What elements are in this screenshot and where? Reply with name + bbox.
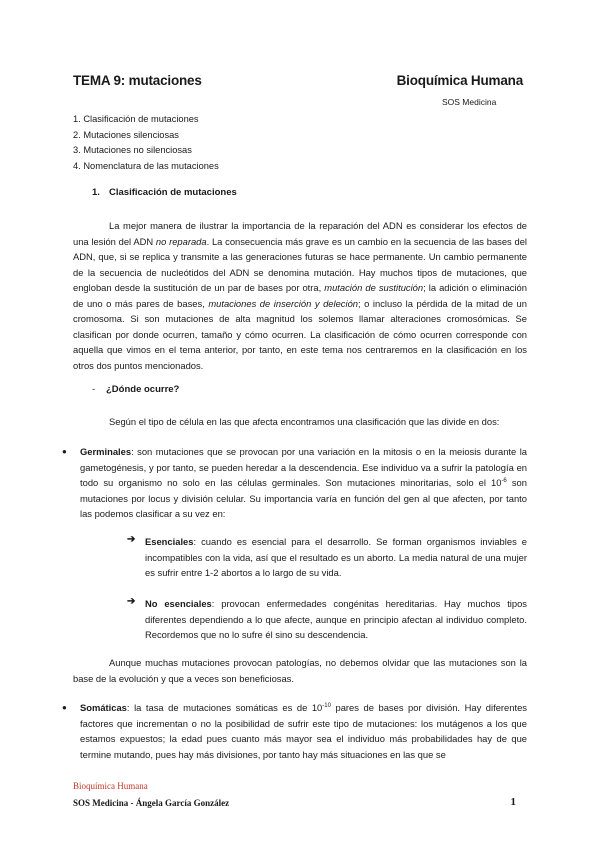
table-of-contents [73, 112, 219, 174]
text-run: . La consecuencia más grave es un cambio en la secuencia de las bases del ADN, que, si se replica y transmite a las generaciones futuras se hace permanente. Un cambio permanente de la secuencia de nucleótidos del ADN se denomina mutación. Hay muchos tipos de mutaciones, que engloban desde la sustitución de un par de bases por otra, [73, 235, 527, 293]
intro-paragraph [73, 218, 527, 373]
germinales-paragraph [80, 444, 527, 522]
term-label: Esenciales [145, 536, 194, 547]
document-title: TEMA 9: mutaciones [73, 73, 202, 88]
text-run: pares de bases por división. Hay diferentes factores que incrementan o no la posibilidad de sufrir este tipo de mutaciones: los mutágenos a los que estamos expuestos; la edad pues cuanto más mayor sea el individuo más probabilidades hay de que termine mutando, pues hay más divisiones, por tanto hay más situaciones en las que se [80, 702, 527, 760]
section-number: 1. [92, 187, 100, 198]
text-run: : cuando es esencial para el desarrollo. Se forman organismos inviables e incompatibles con la vida, así que el resultado es un aborto. La media natural de una mujer es sufrir entre 1-2 abortos a lo largo de su vida. [145, 536, 527, 578]
exponent: -6 [501, 477, 507, 484]
footer-subject: Bioquímica Humana [73, 781, 148, 791]
section-heading [92, 187, 237, 198]
page-number: 1 [510, 796, 516, 808]
toc-item: 2. Mutaciones silenciosas [73, 129, 179, 140]
text-run: : son mutaciones que se provocan por una variación en la mitosis o en la meiosis durante la gametogénesis, y por tanto, se pueden heredar a la descendencia. Ese individuo va a sufrir la patología en todo su organismo no solo en las células germinales. Son mutaciones minoritarias, solo el 10 [80, 446, 527, 488]
arrow-right-icon: ➔ [127, 596, 136, 607]
term-label: Somáticas [80, 702, 127, 713]
italic-run: no reparada [155, 235, 207, 247]
footer-author: SOS Medicina - Ángela García González [73, 798, 230, 808]
bullet-icon: ● [62, 703, 67, 712]
toc-item: 1. Clasificación de mutaciones [73, 114, 199, 124]
subquestion-label: ¿Dónde ocurre? [106, 384, 180, 395]
subquestion-heading [92, 384, 179, 395]
exponent: -10 [322, 702, 331, 709]
source-label: SOS Medicina [442, 97, 497, 107]
bullet-icon: ● [62, 447, 67, 456]
somaticas-paragraph [80, 700, 527, 762]
dash-marker: - [92, 384, 96, 395]
lead-paragraph: Según el tipo de célula en las que afecta encontramos una clasificación que las divide en dos: [109, 416, 500, 427]
text-run: son mutaciones por locus y división celular. Su importancia varía en función del gen al que afecten, por tanto las podemos clasificar a su vez en: [80, 477, 527, 519]
section-title: Clasificación de mutaciones [109, 187, 237, 198]
no-esenciales-paragraph [145, 596, 527, 643]
closing-paragraph: Aunque muchas mutaciones provocan patologías, no debemos olvidar que las mutaciones son la base de la evolución y que a veces son beneficiosas. [73, 657, 527, 684]
esenciales-paragraph [145, 534, 527, 581]
term-label: No esenciales [145, 598, 212, 609]
arrow-right-icon: ➔ [127, 534, 136, 545]
italic-run: mutación de sustitución [324, 282, 424, 293]
toc-item: 3. Mutaciones no silenciosas [73, 145, 192, 155]
term-label: Germinales [80, 446, 132, 457]
subject-title: Bioquímica Humana [396, 73, 523, 88]
text-run: ; o incluso la pérdida de la mitad de un cromosoma. Si son mutaciones de alta magnitud los solemos llamar alteraciones cromosómicas. Se clasifican por donde ocurren, tamaño y cómo ocurren. La clasificación de cómo ocurren corresponde con aquella que vimos en el tema anterior, por tanto, en este tema nos centraremos en la clasificación en los otros dos puntos mencionados. [73, 297, 527, 371]
text-run: ; la adición o eliminación de uno o más pares de bases, [73, 282, 527, 309]
toc-item: 4. Nomenclatura de las mutaciones [73, 160, 219, 171]
italic-run: mutaciones de inserción y deleción [208, 297, 358, 309]
text-run: : la tasa de mutaciones somáticas es de 10 [126, 702, 323, 713]
text-run: : provocan enfermedades congénitas hereditarias. Hay muchos tipos diferentes dependiendo a lo que afecte, aunque en principio afectan al individuo completo. Recordemos que no lo sufre él sino su descendencia. [145, 598, 527, 640]
text-run: La mejor manera de ilustrar la importancia de la reparación del ADN es considerar los efectos de una lesión del ADN [73, 220, 527, 247]
